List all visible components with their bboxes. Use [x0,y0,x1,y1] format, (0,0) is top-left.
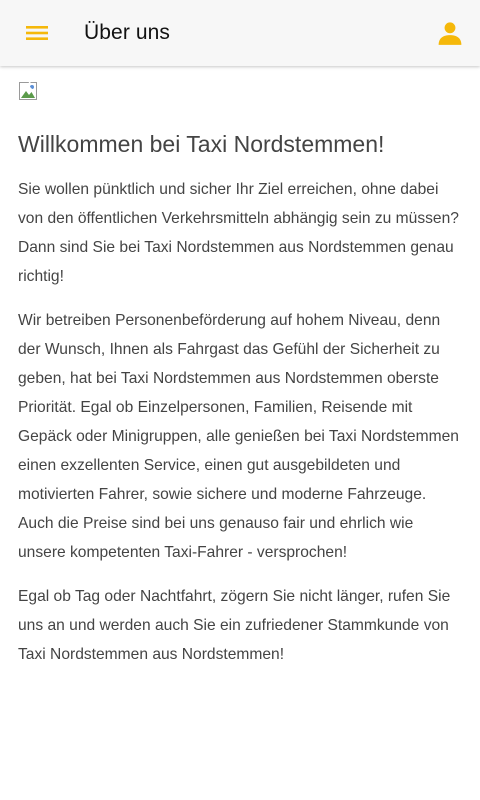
menu-button[interactable] [14,14,60,52]
intro-paragraph: Sie wollen pünktlich und sicher Ihr Ziel erreichen, ohne dabei von den öffentlichen Verkehrsmitteln abhängig sein zu müssen? Dann sind Sie bei Taxi Nordstemmen aus Nordstemmen genau richtig! [18,181,459,285]
app-toolbar [0,0,480,66]
hamburger-menu-icon [25,24,49,42]
service-paragraph: Wir betreiben Personenbeförderung auf hohem Niveau, denn der Wunsch, Ihnen als Fahrgast das Gefühl der Sicherheit zu geben, hat bei Taxi Nordstemmen aus Nordstemmen oberste Priorität. Egal ob Einzelpersonen, Familien, Reisende mit Gepäck oder Minigruppen, alle genießen bei Taxi Nordstemmen einen exzellenten Service, einen gut ausgebildeten und motivierten Fahrer, sowie sichere und moderne Fahrzeuge. Auch die Preise sind bei uns genauso fair und ehrlich wie unsere kompetenten Taxi-Fahrer - versprochen! [18,312,459,561]
welcome-heading: Willkommen bei Taxi Nordstemmen! [18,131,385,157]
page-title: Über uns [84,21,171,44]
broken-image-icon [18,81,38,101]
user-account-icon [437,20,463,46]
user-account-button[interactable] [432,15,468,51]
call-to-action-paragraph: Egal ob Tag oder Nachtfahrt, zögern Sie nicht länger, rufen Sie uns an und werden auch Sie ein zufriedener Stammkunde von Taxi Nordstemmen aus Nordstemmen! [18,588,451,663]
about-content [0,66,480,669]
